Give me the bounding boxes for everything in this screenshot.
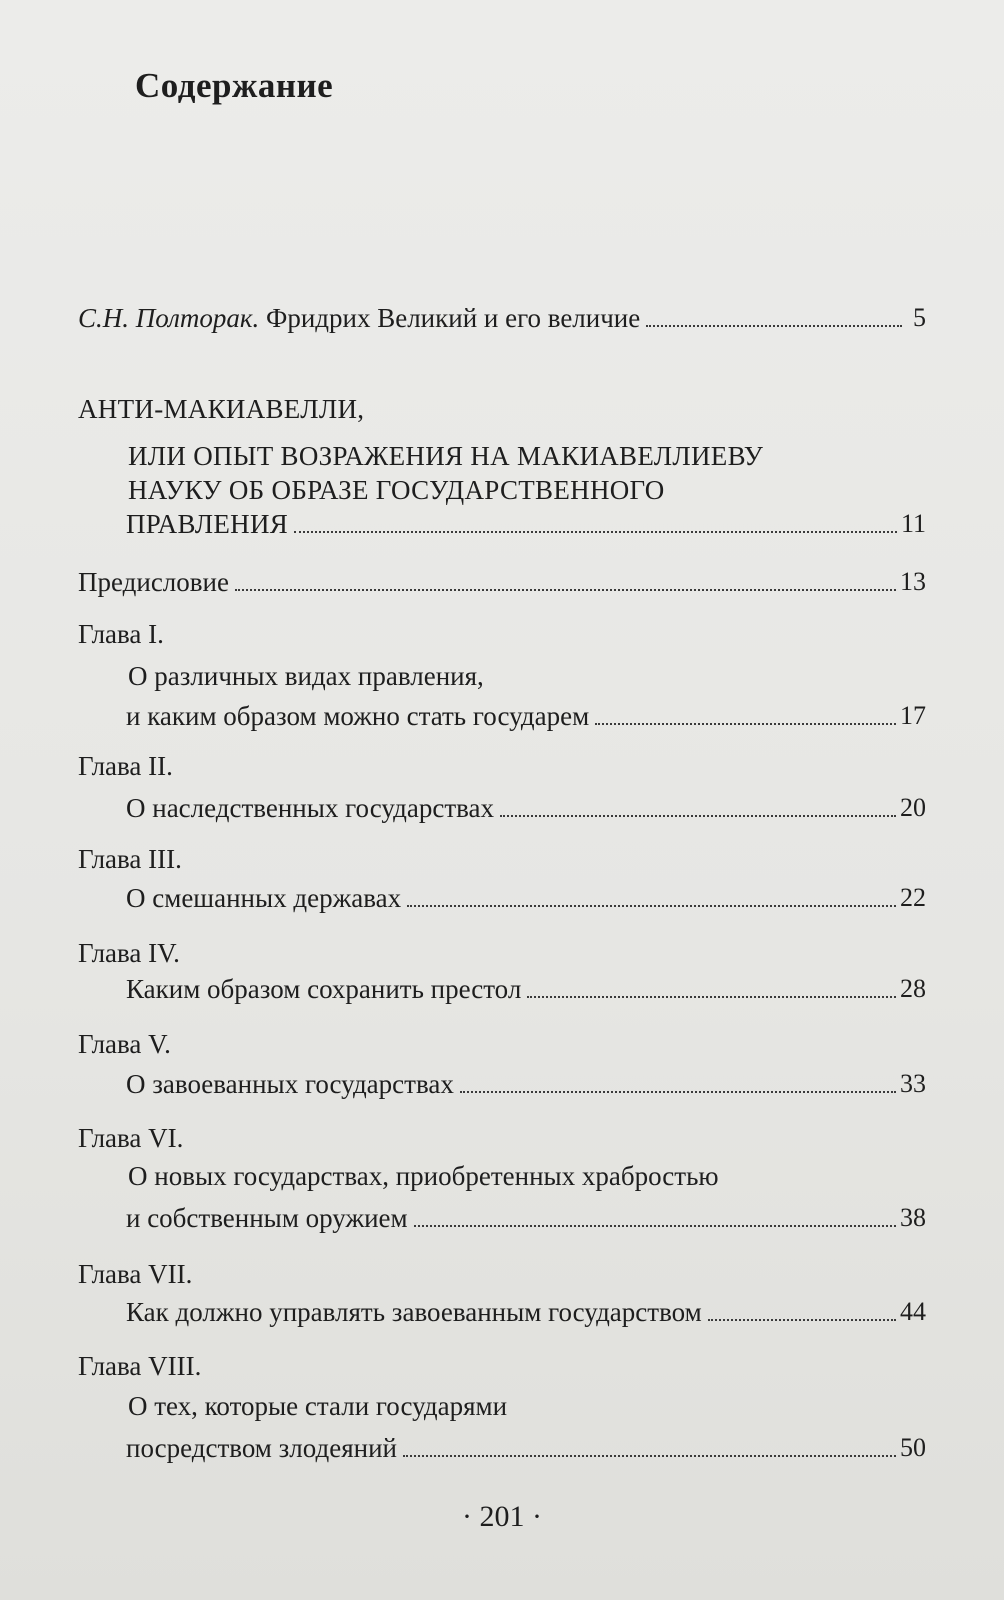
chapter-page-number: 33 bbox=[900, 1069, 926, 1098]
chapter-title-line: посредством злодеяний bbox=[126, 1433, 397, 1463]
chapter-title-line: О завоеванных государствах bbox=[126, 1069, 454, 1099]
intro-author: С.Н. Полторак. bbox=[78, 303, 260, 333]
chapter-title-line: О наследственных государствах bbox=[126, 793, 495, 823]
toc-entry-chapter-3[interactable] bbox=[126, 882, 926, 914]
dot-leader bbox=[708, 1318, 896, 1321]
dot-leader bbox=[460, 1090, 896, 1093]
chapter-title-line: О смешанных державах bbox=[126, 883, 402, 913]
dot-leader bbox=[500, 814, 896, 817]
main-title-line-4: ПРАВЛЕНИЯ bbox=[126, 509, 289, 539]
toc-entry-chapter-2[interactable] bbox=[126, 792, 926, 824]
toc-entry-intro[interactable] bbox=[78, 302, 926, 334]
chapter-label: Глава V. bbox=[78, 1029, 171, 1059]
chapter-label: Глава VI. bbox=[78, 1123, 184, 1153]
chapter-title-line: и каким образом можно стать государем bbox=[126, 701, 590, 731]
chapter-page-number: 38 bbox=[900, 1203, 926, 1232]
toc-entry-chapter-8[interactable] bbox=[126, 1432, 926, 1464]
main-title-line-1: АНТИ-МАКИАВЕЛЛИ, bbox=[78, 394, 365, 424]
chapter-page-number: 28 bbox=[900, 974, 926, 1003]
chapter-label: Глава VII. bbox=[78, 1259, 193, 1289]
chapter-title-line: Каким образом сохранить престол bbox=[126, 974, 522, 1004]
chapter-label: Глава VIII. bbox=[78, 1351, 202, 1381]
chapter-page-number: 50 bbox=[900, 1433, 926, 1462]
toc-entry-chapter-4[interactable] bbox=[126, 973, 926, 1005]
dot-leader bbox=[646, 324, 902, 327]
chapter-label: Глава III. bbox=[78, 844, 182, 874]
dot-leader bbox=[527, 995, 896, 998]
chapter-title-line: О новых государствах, приобретенных храбростью bbox=[128, 1161, 719, 1191]
dot-leader bbox=[407, 904, 896, 907]
chapter-label: Глава IV. bbox=[78, 938, 180, 968]
toc-entry-chapter-5[interactable] bbox=[126, 1068, 926, 1100]
toc-entry-main-work[interactable] bbox=[126, 508, 926, 540]
intro-title: Фридрих Великий и его величие bbox=[266, 303, 641, 333]
chapter-title-line: О тех, которые стали государями bbox=[128, 1391, 508, 1421]
dot-leader bbox=[595, 722, 896, 725]
chapter-page-number: 17 bbox=[900, 701, 926, 730]
dot-leader bbox=[235, 588, 896, 591]
chapter-title-line: Как должно управлять завоеванным государством bbox=[126, 1297, 702, 1327]
contents-heading: Содержание bbox=[135, 66, 334, 105]
toc-entry-chapter-7[interactable] bbox=[126, 1296, 926, 1328]
chapter-page-number: 22 bbox=[900, 883, 926, 912]
chapter-page-number: 44 bbox=[900, 1297, 926, 1326]
main-title-line-2: ИЛИ ОПЫТ ВОЗРАЖЕНИЯ НА МАКИАВЕЛЛИЕВУ bbox=[128, 441, 764, 471]
main-page-number: 11 bbox=[900, 509, 926, 538]
chapter-title-line: О различных видах правления, bbox=[128, 661, 484, 691]
chapter-label: Глава I. bbox=[78, 619, 164, 649]
dot-leader bbox=[403, 1454, 896, 1457]
preface-title: Предисловие bbox=[78, 567, 229, 597]
dot-leader bbox=[294, 530, 897, 533]
chapter-page-number: 20 bbox=[900, 793, 926, 822]
toc-entry-chapter-6[interactable] bbox=[126, 1202, 926, 1234]
dot-leader bbox=[414, 1224, 896, 1227]
main-title-line-3: НАУКУ ОБ ОБРАЗЕ ГОСУДАРСТВЕННОГО bbox=[128, 475, 665, 505]
toc-entry-chapter-1[interactable] bbox=[126, 700, 926, 732]
preface-page-number: 13 bbox=[900, 567, 926, 596]
folio-page-number: · 201 · bbox=[462, 1500, 542, 1533]
toc-entry-preface[interactable] bbox=[78, 566, 926, 598]
chapter-title-line: и собственным оружием bbox=[126, 1203, 408, 1233]
chapter-label: Глава II. bbox=[78, 751, 173, 781]
intro-page-number: 5 bbox=[913, 303, 926, 332]
